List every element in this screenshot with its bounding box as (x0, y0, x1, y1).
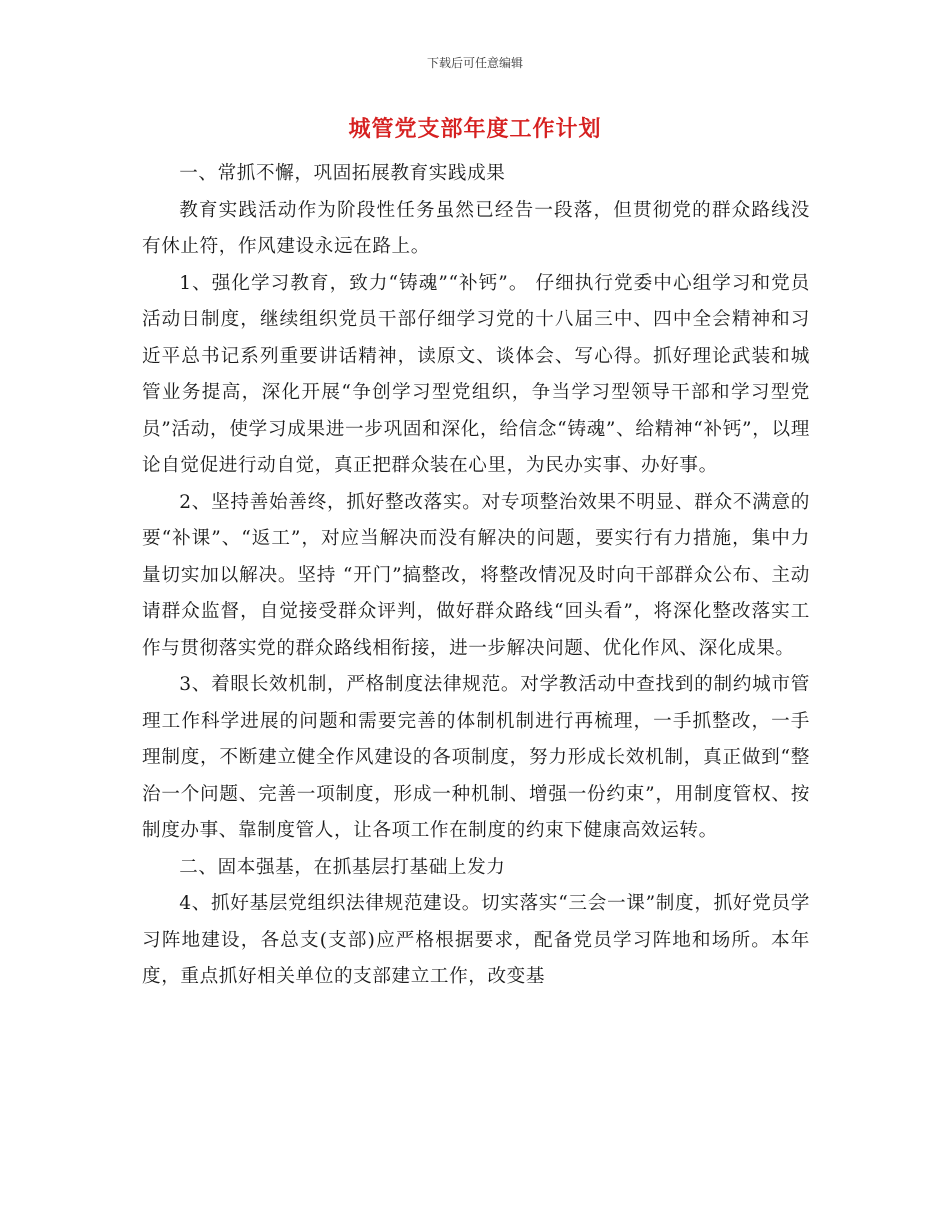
paragraph: 1、强化学习教育，致力“铸魂”“补钙”。 仔细执行党委中心组学习和党员活动日制度，继续组织党员干部仔细学习党的十八届三中、四中全会精神和习近平总书记系列重要讲话精神，读原文、谈体会、写心得。抓好理论武装和城管业务提高，深化开展“争创学习型党组织，争当学习型领导干部和学习型党员”活动，使学习成果进一步巩固和深化，给信念“铸魂”、给精神“补钙”，以理论自觉促进行动自觉，真正把群众装在心里，为民办实事、办好事。 (142, 272, 810, 476)
paragraph: 4、抓好基层党组织法律规范建设。切实落实“三会一课”制度，抓好党员学习阵地建设，各总支(支部)应严格根据要求，配备党员学习阵地和场所。本年度，重点抓好相关单位的支部建立工作，改变基 (142, 893, 810, 987)
paragraph: 教育实践活动作为阶段性任务虽然已经告一段落，但贯彻党的群众路线没有休止符，作风建设永远在路上。 (142, 199, 810, 257)
paragraph: 2、坚持善始善终，抓好整改落实。对专项整治效果不明显、群众不满意的要“补课”、“返工”，对应当解决而没有解决的问题，要实行有力措施，集中力量切实加以解决。坚持 “开门”搞整改，将整改情况及时向干部群众公布、主动请群众监督，自觉接受群众评判，做好群众路线“回头看”，将深化整改落实工作与贯彻落实党的群众路线相衔接，进一步解决问题、优化作风、深化成果。 (142, 491, 810, 659)
document-body (142, 156, 810, 996)
paragraph: 3、着眼长效机制，严格制度法律规范。对学教活动中查找到的制约城市管理工作科学进展的问题和需要完善的体制机制进行再梳理，一手抓整改，一手理制度，不断建立健全作风建设的各项制度，努力形成长效机制，真正做到“整治一个问题、完善一项制度，形成一种机制、增强一份约束”，用制度管权、按制度办事、靠制度管人，让各项工作在制度的约束下健康高效运转。 (142, 674, 810, 841)
section-heading-1: 一、常抓不懈，巩固拓展教育实践成果 (179, 163, 506, 184)
section-heading-2: 二、固本强基，在抓基层打基础上发力 (179, 856, 506, 878)
header-note: 下载后可任意编辑 (426, 56, 523, 70)
document-title: 城管党支部年度工作计划 (348, 116, 602, 142)
